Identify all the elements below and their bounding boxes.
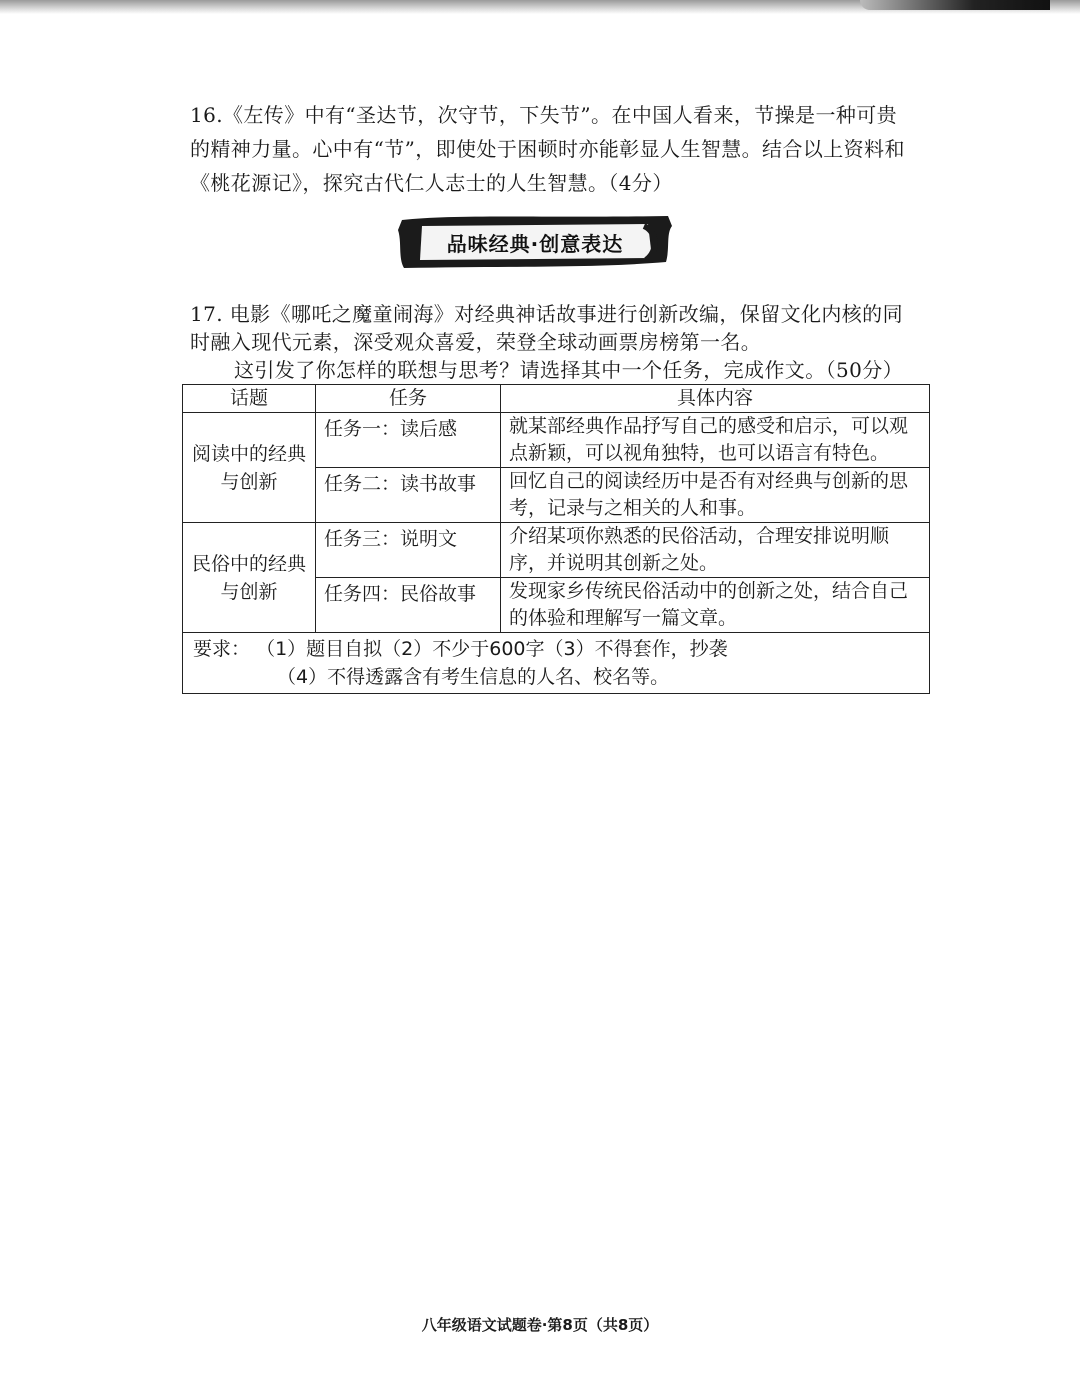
page-footer: 八年级语文试题卷·第8页（共8页） bbox=[421, 1316, 659, 1334]
question-16: 16.《左传》中有“圣达节，次守节，下失节”。在中国人看来，节操是一种可贵的精神力量。心中有“节”，即使处于困顿时亦能彰显人生智慧。结合以上资料和《桃花源记》，探究古代仁人志士的人生智慧。（4分） bbox=[190, 103, 905, 195]
section-banner bbox=[396, 212, 674, 272]
table-row bbox=[183, 413, 930, 468]
section-banner-title: 品味经典·创意表达 bbox=[446, 232, 624, 256]
topic-folk-custom: 民俗中的经典与创新 bbox=[183, 523, 316, 633]
requirements-line-1: （1）题目自拟（2）不少于600字（3）不得套作，抄袭 bbox=[256, 638, 728, 660]
content-cell: 回忆自己的阅读经历中是否有对经典与创新的思考，记录与之相关的人和事。 bbox=[501, 468, 930, 523]
content-cell: 就某部经典作品抒写自己的感受和启示，可以观点新颖，可以视角独特，也可以语言有特色。 bbox=[501, 413, 930, 468]
task-cell: 任务二：读书故事 bbox=[316, 468, 501, 523]
header-task: 任务 bbox=[316, 385, 501, 413]
question-17 bbox=[190, 300, 920, 384]
requirements-row bbox=[183, 633, 930, 694]
header-content: 具体内容 bbox=[501, 385, 930, 413]
content-cell: 发现家乡传统民俗活动中的创新之处，结合自己的体验和理解写一篇文章。 bbox=[501, 578, 930, 633]
topic-reading: 阅读中的经典与创新 bbox=[183, 413, 316, 523]
task-cell: 任务四：民俗故事 bbox=[316, 578, 501, 633]
header-topic: 话题 bbox=[183, 385, 316, 413]
task-cell: 任务一：读后感 bbox=[316, 413, 501, 468]
content-cell: 介绍某项你熟悉的民俗活动，合理安排说明顺序，并说明其创新之处。 bbox=[501, 523, 930, 578]
table-row bbox=[183, 523, 930, 578]
requirements-label: 要求： bbox=[193, 638, 251, 660]
question-17-prompt: 这引发了你怎样的联想与思考？请选择其中一个任务，完成作文。（50分） bbox=[234, 358, 904, 382]
requirements-cell bbox=[183, 633, 930, 694]
table-header-row bbox=[183, 385, 930, 413]
scan-top-edge bbox=[0, 0, 1080, 14]
question-17-intro: 17. 电影《哪吒之魔童闹海》对经典神话故事进行创新改编，保留文化内核的同时融入现代元素，深受观众喜爱，荣登全球动画票房榜第一名。 bbox=[190, 302, 903, 354]
task-cell: 任务三：说明文 bbox=[316, 523, 501, 578]
task-table bbox=[182, 384, 930, 694]
requirements-line-2: （4）不得透露含有考生信息的人名、校名等。 bbox=[277, 666, 670, 688]
